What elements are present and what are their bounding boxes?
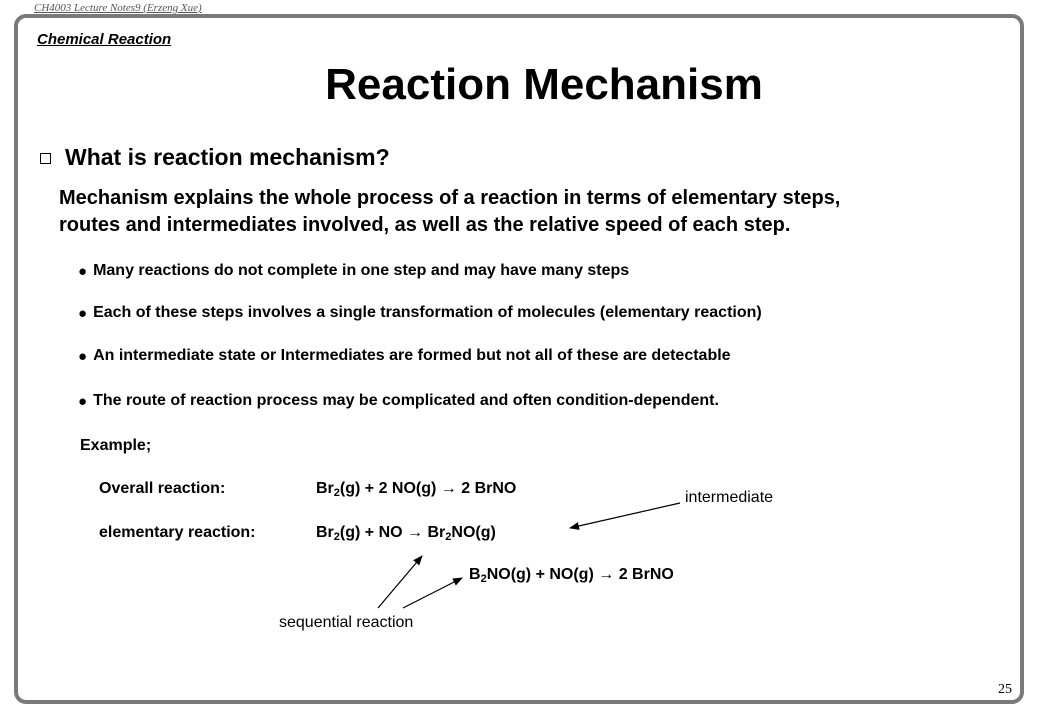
bullet-icon: ● (78, 304, 88, 322)
sequential-reaction-annotation: sequential reaction (279, 614, 414, 631)
section-title: Chemical Reaction (37, 31, 172, 48)
overall-reaction-label: Overall reaction: (99, 480, 226, 497)
overall-reaction-equation: $Br_2(g) + 2$ NO(g) → 2 BrNO (316, 480, 517, 499)
list-item-text: Each of these steps involves a single transformation of molecules (elementary reaction) (93, 304, 762, 321)
intro-line: Mechanism explains the whole process of a reaction in terms of elementary steps, (59, 187, 841, 209)
list-item-text: Many reactions do not complete in one step and may have many steps (93, 262, 630, 279)
second-step-equation: $B_2NO(g) + NO(g) \to 2$ BrNO (469, 566, 674, 585)
elementary-reaction-equation: $Br_2(g)$ + NO → $Br_2NO(g)$ (316, 524, 496, 543)
intermediate-arrow (570, 503, 680, 528)
lecture-header-note: CH4003 Lecture Notes9 (Erzeng Xue) (34, 2, 202, 14)
slide-title: Reaction Mechanism (325, 60, 763, 109)
bullet-icon: ● (78, 262, 88, 280)
reaction-arrow-icon: → (407, 524, 424, 541)
reaction-arrow-icon: → (598, 566, 615, 583)
page-number: 25 (998, 682, 1012, 697)
bullet-icon: ● (78, 392, 88, 410)
intermediate-annotation: intermediate (685, 489, 774, 506)
question-text: What is reaction mechanism? (65, 144, 390, 170)
intro-line: routes and intermediates involved, as well as the relative speed of each step. (59, 214, 791, 236)
list-item-text: The route of reaction process may be complicated and often condition-dependent. (93, 392, 719, 409)
elementary-reaction-label: elementary reaction: (99, 524, 256, 541)
list-item-text: An intermediate state or Intermediates are formed but not all of these are detectable (93, 347, 731, 364)
reaction-arrow-icon: → (440, 480, 457, 497)
bullet-icon: ● (78, 347, 88, 365)
sequential-arrow-2 (403, 578, 462, 608)
sequential-arrow-1 (378, 556, 422, 608)
example-label: Example; (80, 437, 152, 454)
